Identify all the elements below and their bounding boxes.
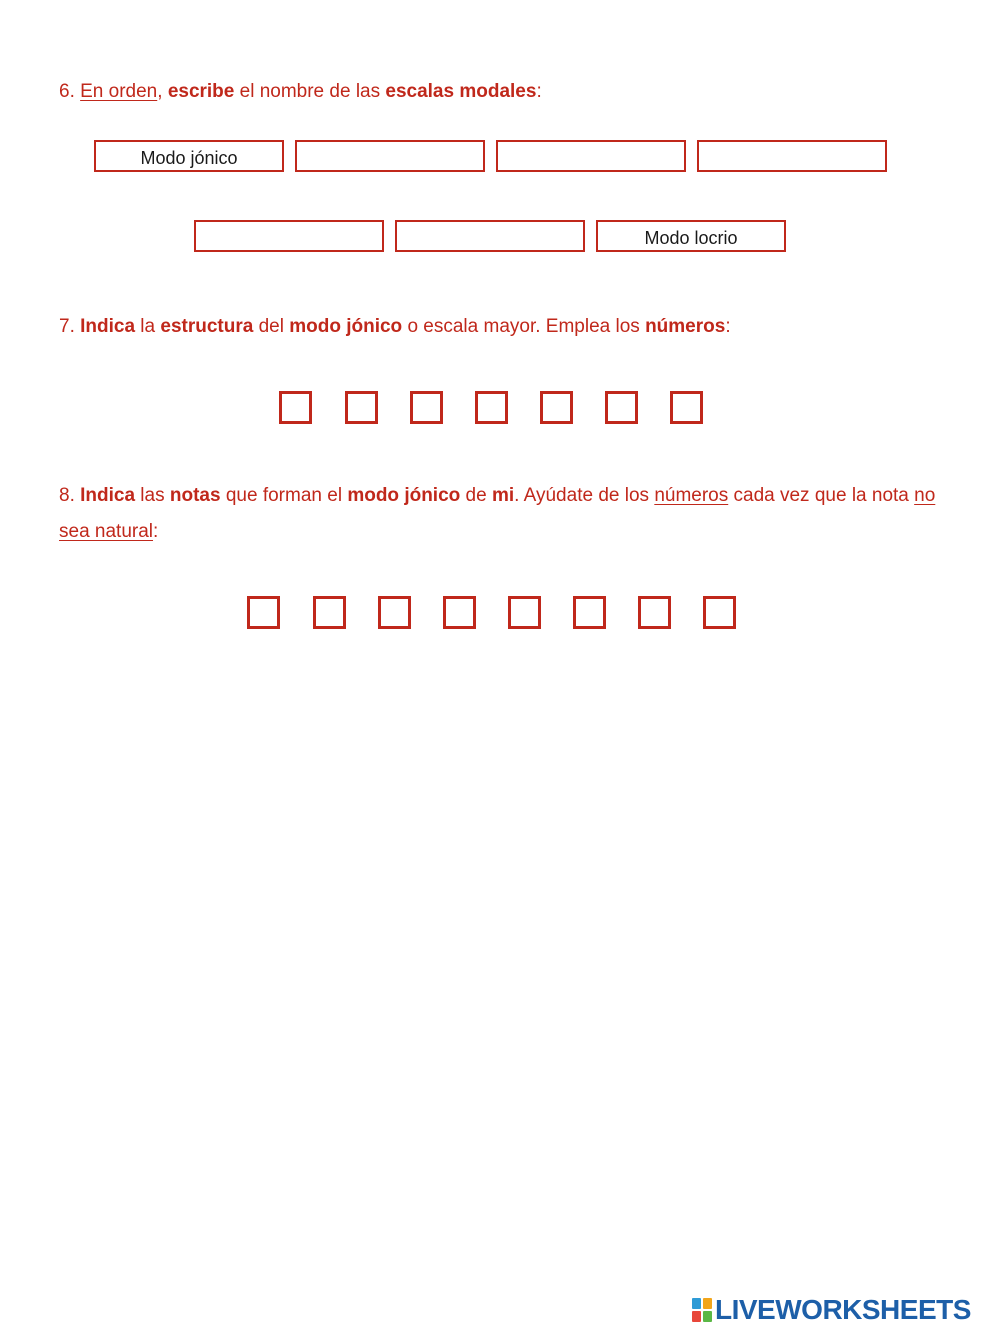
mode-answer-box-6[interactable] bbox=[395, 220, 585, 252]
bold-text: notas bbox=[169, 485, 221, 506]
underlined-text: números bbox=[654, 485, 729, 506]
brand-name: LIVEWORKSHEETS bbox=[715, 1294, 971, 1325]
bold-text: Indica bbox=[80, 485, 136, 506]
bold-text: modo jónico bbox=[289, 316, 403, 337]
text: del bbox=[253, 316, 290, 337]
bold-text: modo jónico bbox=[347, 485, 461, 506]
note-box-2[interactable] bbox=[313, 596, 346, 629]
text: : bbox=[536, 81, 542, 102]
structure-box-6[interactable] bbox=[605, 391, 638, 424]
mode-answer-box-5[interactable] bbox=[194, 220, 384, 252]
note-box-1[interactable] bbox=[247, 596, 280, 629]
note-box-3[interactable] bbox=[378, 596, 411, 629]
bold-text: números bbox=[645, 316, 726, 337]
structure-box-3[interactable] bbox=[410, 391, 443, 424]
underlined-text: no sea natural bbox=[59, 485, 936, 542]
text: de bbox=[460, 485, 492, 506]
bold-text: estructura bbox=[160, 316, 254, 337]
text: , bbox=[157, 81, 168, 102]
question-6 bbox=[59, 74, 939, 110]
text: : bbox=[725, 316, 731, 337]
structure-box-7[interactable] bbox=[670, 391, 703, 424]
mode-answer-box-4[interactable] bbox=[697, 140, 887, 172]
question-8 bbox=[59, 478, 949, 550]
text: : bbox=[153, 521, 159, 542]
underlined-text: En orden bbox=[80, 81, 158, 102]
structure-box-2[interactable] bbox=[345, 391, 378, 424]
text: . Ayúdate de los bbox=[514, 485, 655, 506]
logo-square bbox=[703, 1298, 712, 1309]
bold-text: escribe bbox=[167, 81, 235, 102]
text: la bbox=[135, 316, 161, 337]
note-box-8[interactable] bbox=[703, 596, 736, 629]
logo-square bbox=[692, 1311, 701, 1322]
question-number: 6. bbox=[59, 81, 81, 102]
text: cada vez que la nota bbox=[728, 485, 915, 506]
structure-box-5[interactable] bbox=[540, 391, 573, 424]
bold-text: Indica bbox=[80, 316, 136, 337]
text: las bbox=[135, 485, 170, 506]
mode-answer-box-2[interactable] bbox=[295, 140, 485, 172]
question-number: 7. bbox=[59, 316, 81, 337]
mode-answer-box-3[interactable] bbox=[496, 140, 686, 172]
liveworksheets-logo-icon bbox=[692, 1298, 712, 1322]
bold-text: escalas modales bbox=[385, 81, 537, 102]
text: el nombre de las bbox=[234, 81, 386, 102]
question-7 bbox=[59, 309, 939, 345]
bold-text: mi bbox=[491, 485, 515, 506]
logo-square bbox=[703, 1311, 712, 1322]
note-box-4[interactable] bbox=[443, 596, 476, 629]
note-box-7[interactable] bbox=[638, 596, 671, 629]
text: que forman el bbox=[220, 485, 348, 506]
note-box-5[interactable] bbox=[508, 596, 541, 629]
mode-answer-box-7[interactable]: Modo locrio bbox=[596, 220, 786, 252]
question-number: 8. bbox=[59, 485, 81, 506]
note-box-6[interactable] bbox=[573, 596, 606, 629]
structure-box-4[interactable] bbox=[475, 391, 508, 424]
structure-box-1[interactable] bbox=[279, 391, 312, 424]
liveworksheets-brand bbox=[692, 1293, 971, 1327]
text: o escala mayor. Emplea los bbox=[402, 316, 646, 337]
mode-answer-box-1[interactable]: Modo jónico bbox=[94, 140, 284, 172]
logo-square bbox=[692, 1298, 701, 1309]
